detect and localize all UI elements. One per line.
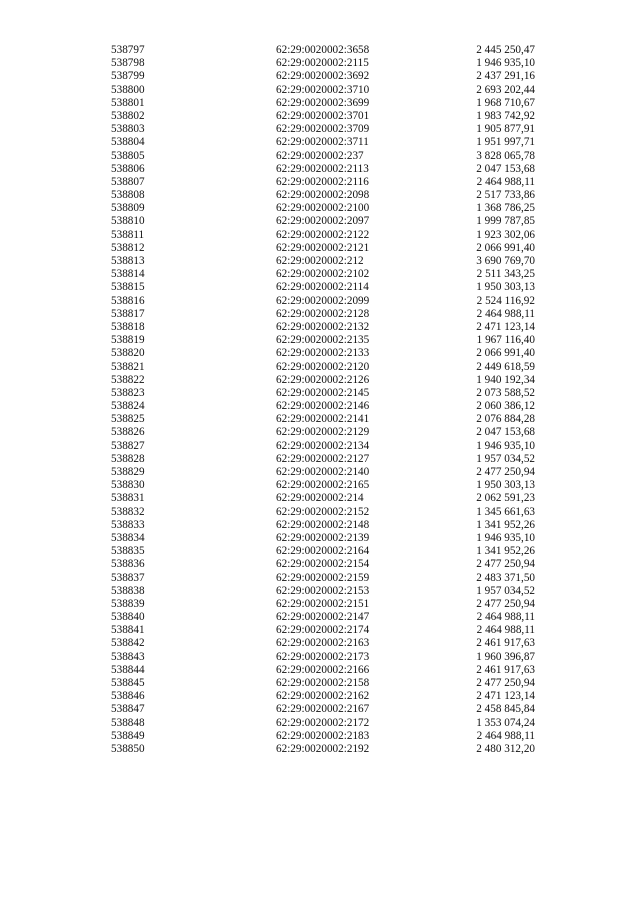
table-row [0,70,640,83]
value-cell: 1 960 396,87 [476,650,535,663]
cadastral-number-cell: 62:29:0020002:212 [276,255,364,267]
row-number-cell: 538822 [111,373,145,386]
row-number-cell: 538839 [111,597,145,610]
value-cell: 1 957 034,52 [476,452,535,465]
value-cell: 1 368 786,25 [476,202,535,215]
table-row [0,242,640,255]
cadastral-number-cell: 62:29:0020002:2132 [276,320,370,333]
cadastral-number-cell: 62:29:0020002:2146 [276,400,370,413]
value-cell: 1 341 952,26 [476,518,535,531]
row-number-cell: 538805 [111,149,145,162]
table-row [0,44,640,57]
row-number-cell: 538826 [111,426,145,439]
cadastral-number-cell: 62:29:0020002:3658 [276,44,370,56]
value-cell: 1 345 661,63 [476,505,535,518]
row-number-cell: 538806 [111,162,145,175]
row-number-cell: 538813 [111,255,145,267]
cadastral-number-cell: 62:29:0020002:2135 [276,334,370,347]
cadastral-number-cell: 62:29:0020002:2140 [276,466,370,478]
table-row [0,492,640,505]
table-row [0,136,640,149]
value-cell: 2 480 312,20 [476,742,535,755]
data-table [0,44,640,756]
cadastral-number-cell: 62:29:0020002:2127 [276,452,370,465]
table-row [0,690,640,703]
row-number-cell: 538823 [111,386,145,399]
table-row [0,268,640,281]
row-number-cell: 538838 [111,584,145,597]
row-number-cell: 538816 [111,294,145,307]
table-row [0,453,640,466]
value-cell: 1 957 034,52 [476,584,535,597]
value-cell: 1 946 935,10 [476,531,535,544]
row-number-cell: 538799 [111,70,145,83]
cadastral-number-cell: 62:29:0020002:2120 [276,360,370,373]
table-row [0,545,640,558]
row-number-cell: 538830 [111,479,145,492]
cadastral-number-cell: 62:29:0020002:2173 [276,650,370,663]
value-cell: 1 999 787,85 [476,215,535,228]
cadastral-number-cell: 62:29:0020002:2174 [276,624,370,637]
value-cell: 2 477 250,94 [476,558,535,571]
value-cell: 2 066 991,40 [476,347,535,360]
cadastral-number-cell: 62:29:0020002:2098 [276,189,370,202]
cadastral-number-cell: 62:29:0020002:2164 [276,545,370,558]
table-row [0,637,640,650]
table-row [0,506,640,519]
cadastral-number-cell: 62:29:0020002:3710 [276,83,370,96]
cadastral-number-cell: 62:29:0020002:2151 [276,597,370,610]
value-cell: 1 341 952,26 [476,545,535,558]
table-row [0,479,640,492]
row-number-cell: 538847 [111,703,145,716]
row-number-cell: 538849 [111,729,145,742]
table-row [0,189,640,202]
cadastral-number-cell: 62:29:0020002:214 [276,492,364,505]
row-number-cell: 538800 [111,83,145,96]
row-number-cell: 538850 [111,742,145,755]
value-cell: 2 517 733,86 [476,189,535,202]
value-cell: 2 449 618,59 [476,360,535,373]
row-number-cell: 538836 [111,558,145,571]
cadastral-number-cell: 62:29:0020002:2172 [276,716,370,729]
value-cell: 2 437 291,16 [476,70,535,83]
value-cell: 2 047 153,68 [476,426,535,439]
value-cell: 1 353 074,24 [476,716,535,729]
value-cell: 2 073 588,52 [476,386,535,399]
cadastral-number-cell: 62:29:0020002:2154 [276,558,370,571]
cadastral-number-cell: 62:29:0020002:2099 [276,294,370,307]
row-number-cell: 538821 [111,360,145,373]
row-number-cell: 538846 [111,690,145,703]
table-row [0,110,640,123]
cadastral-number-cell: 62:29:0020002:2126 [276,373,370,386]
table-row [0,361,640,374]
value-cell: 2 062 591,23 [476,492,535,505]
cadastral-number-cell: 62:29:0020002:2192 [276,742,370,755]
value-cell: 2 471 123,14 [476,320,535,333]
row-number-cell: 538841 [111,624,145,637]
table-row [0,176,640,189]
cadastral-number-cell: 62:29:0020002:2145 [276,386,370,399]
table-row [0,651,640,664]
table-row [0,57,640,70]
table-row [0,624,640,637]
cadastral-number-cell: 62:29:0020002:2166 [276,663,370,676]
cadastral-number-cell: 62:29:0020002:3692 [276,70,370,83]
value-cell: 2 464 988,11 [476,611,535,624]
cadastral-number-cell: 62:29:0020002:3709 [276,123,370,136]
table-row [0,730,640,743]
table-row [0,426,640,439]
row-number-cell: 538834 [111,531,145,544]
row-number-cell: 538802 [111,109,145,122]
row-number-cell: 538840 [111,611,145,624]
cadastral-number-cell: 62:29:0020002:2148 [276,518,370,531]
value-cell: 2 047 153,68 [476,162,535,175]
row-number-cell: 538812 [111,241,145,254]
cadastral-number-cell: 62:29:0020002:3699 [276,96,370,109]
cadastral-number-cell: 62:29:0020002:2100 [276,202,370,215]
row-number-cell: 538825 [111,413,145,426]
value-cell: 1 946 935,10 [476,439,535,452]
row-number-cell: 538820 [111,347,145,360]
value-cell: 2 464 988,11 [476,175,535,188]
cadastral-number-cell: 62:29:0020002:2152 [276,505,370,518]
value-cell: 2 066 991,40 [476,241,535,254]
row-number-cell: 538804 [111,136,145,149]
value-cell: 1 940 192,34 [476,373,535,386]
row-number-cell: 538798 [111,57,145,70]
table-row [0,677,640,690]
cadastral-number-cell: 62:29:0020002:2128 [276,307,370,320]
value-cell: 2 076 884,28 [476,413,535,426]
row-number-cell: 538818 [111,320,145,333]
row-number-cell: 538824 [111,400,145,413]
value-cell: 2 461 917,63 [476,637,535,650]
value-cell: 3 828 065,78 [476,149,535,162]
cadastral-number-cell: 62:29:0020002:2114 [276,281,369,294]
row-number-cell: 538837 [111,571,145,584]
row-number-cell: 538848 [111,716,145,729]
value-cell: 2 464 988,11 [476,624,535,637]
row-number-cell: 538803 [111,123,145,136]
value-cell: 1 946 935,10 [476,57,535,70]
value-cell: 2 464 988,11 [476,307,535,320]
cadastral-number-cell: 62:29:0020002:2133 [276,347,370,360]
cadastral-number-cell: 62:29:0020002:2147 [276,611,370,624]
cadastral-number-cell: 62:29:0020002:2139 [276,531,370,544]
value-cell: 1 951 997,71 [476,136,535,149]
cadastral-number-cell: 62:29:0020002:2165 [276,479,370,492]
value-cell: 1 967 116,40 [476,334,535,347]
value-cell: 2 477 250,94 [476,677,535,689]
table-row [0,374,640,387]
value-cell: 1 983 742,92 [476,109,535,122]
table-row [0,572,640,585]
cadastral-number-cell: 62:29:0020002:2115 [276,57,369,70]
value-cell: 2 461 917,63 [476,663,535,676]
table-row [0,334,640,347]
cadastral-number-cell: 62:29:0020002:2102 [276,268,370,281]
table-row [0,215,640,228]
cadastral-number-cell: 62:29:0020002:2122 [276,228,370,241]
value-cell: 2 693 202,44 [476,83,535,96]
row-number-cell: 538843 [111,650,145,663]
value-cell: 2 511 343,25 [476,268,535,281]
row-number-cell: 538831 [111,492,145,505]
table-row [0,717,640,730]
row-number-cell: 538844 [111,663,145,676]
table-row [0,532,640,545]
table-row [0,387,640,400]
row-number-cell: 538814 [111,268,145,281]
value-cell: 2 524 116,92 [476,294,535,307]
value-cell: 2 464 988,11 [476,729,535,742]
row-number-cell: 538809 [111,202,145,215]
cadastral-number-cell: 62:29:0020002:2167 [276,703,370,716]
cadastral-number-cell: 62:29:0020002:2116 [276,175,369,188]
row-number-cell: 538797 [111,44,145,56]
row-number-cell: 538845 [111,677,145,689]
row-number-cell: 538835 [111,545,145,558]
table-row [0,611,640,624]
table-row [0,440,640,453]
cadastral-number-cell: 62:29:0020002:3701 [276,109,370,122]
row-number-cell: 538832 [111,505,145,518]
value-cell: 2 458 845,84 [476,703,535,716]
table-row [0,255,640,268]
value-cell: 1 923 302,06 [476,228,535,241]
cadastral-number-cell: 62:29:0020002:2129 [276,426,370,439]
cadastral-number-cell: 62:29:0020002:2113 [276,162,369,175]
value-cell: 1 950 303,13 [476,281,535,294]
row-number-cell: 538819 [111,334,145,347]
cadastral-number-cell: 62:29:0020002:2158 [276,677,370,689]
table-row [0,84,640,97]
cadastral-number-cell: 62:29:0020002:3711 [276,136,369,149]
value-cell: 1 968 710,67 [476,96,535,109]
cadastral-number-cell: 62:29:0020002:2153 [276,584,370,597]
table-row [0,97,640,110]
table-row [0,308,640,321]
value-cell: 2 477 250,94 [476,597,535,610]
table-row [0,664,640,677]
value-cell: 1 950 303,13 [476,479,535,492]
table-row [0,347,640,360]
value-cell: 2 060 386,12 [476,400,535,413]
table-row [0,400,640,413]
table-row [0,281,640,294]
table-row [0,163,640,176]
cadastral-number-cell: 62:29:0020002:237 [276,149,364,162]
row-number-cell: 538807 [111,175,145,188]
row-number-cell: 538828 [111,452,145,465]
table-row [0,585,640,598]
row-number-cell: 538801 [111,96,145,109]
value-cell: 2 471 123,14 [476,690,535,703]
row-number-cell: 538829 [111,466,145,478]
value-cell: 2 483 371,50 [476,571,535,584]
cadastral-number-cell: 62:29:0020002:2162 [276,690,370,703]
table-row [0,519,640,532]
row-number-cell: 538833 [111,518,145,531]
table-row [0,229,640,242]
table-row [0,558,640,571]
cadastral-number-cell: 62:29:0020002:2163 [276,637,370,650]
row-number-cell: 538827 [111,439,145,452]
cadastral-number-cell: 62:29:0020002:2183 [276,729,370,742]
table-row [0,743,640,756]
value-cell: 3 690 769,70 [476,255,535,267]
value-cell: 2 477 250,94 [476,466,535,478]
table-row [0,295,640,308]
table-row [0,466,640,479]
cadastral-number-cell: 62:29:0020002:2121 [276,241,370,254]
table-row [0,598,640,611]
row-number-cell: 538817 [111,307,145,320]
table-row [0,123,640,136]
row-number-cell: 538811 [111,228,145,241]
cadastral-number-cell: 62:29:0020002:2134 [276,439,370,452]
row-number-cell: 538842 [111,637,145,650]
cadastral-number-cell: 62:29:0020002:2141 [276,413,370,426]
table-row [0,202,640,215]
cadastral-number-cell: 62:29:0020002:2097 [276,215,370,228]
value-cell: 1 905 877,91 [476,123,535,136]
row-number-cell: 538810 [111,215,145,228]
table-row [0,703,640,716]
table-row [0,321,640,334]
row-number-cell: 538808 [111,189,145,202]
table-row [0,413,640,426]
row-number-cell: 538815 [111,281,145,294]
cadastral-number-cell: 62:29:0020002:2159 [276,571,370,584]
table-row [0,150,640,163]
value-cell: 2 445 250,47 [476,44,535,56]
